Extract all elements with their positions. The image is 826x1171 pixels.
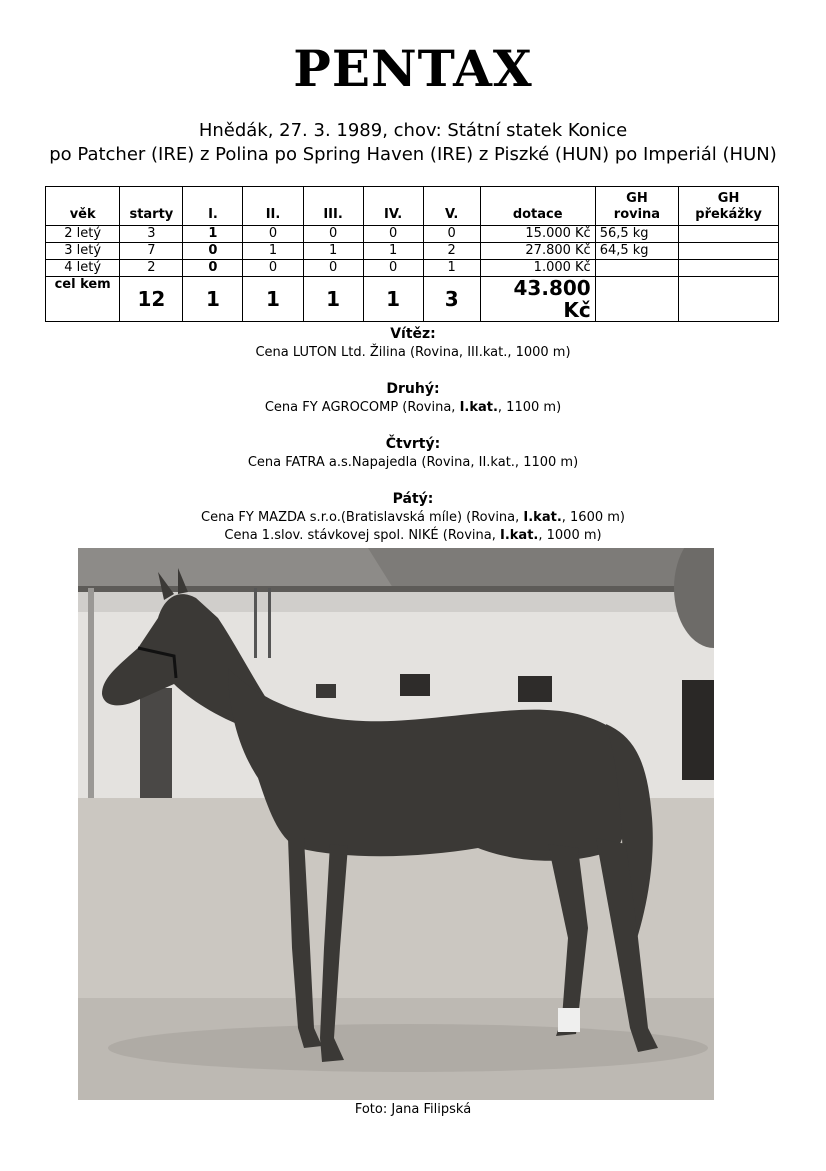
second-heading: Druhý: (386, 381, 440, 397)
cell-fifth: 2 (423, 243, 480, 260)
horse-details: Hnědák, 27. 3. 1989, chov: Státní statek Konice (198, 120, 628, 141)
cell-second: 0 (243, 226, 303, 243)
cell-second: 1 (243, 243, 303, 260)
cell-starts: 7 (120, 243, 183, 260)
total-gh-hurdles (679, 277, 779, 322)
cell-prize: 15.000 Kč (480, 226, 595, 243)
cell-first: 1 (183, 226, 243, 243)
total-prize: 43.800 Kč (480, 277, 595, 322)
total-gh-flat (595, 277, 678, 322)
header-starts: starty (120, 187, 183, 226)
header-fifth: V. (423, 187, 480, 226)
cell-first: 0 (183, 260, 243, 277)
total-starts: 12 (120, 277, 183, 322)
winner-heading: Vítěz: (390, 326, 436, 342)
header-age: věk (46, 187, 120, 226)
cell-gh-hurdles (679, 260, 779, 277)
cell-gh-hurdles (679, 226, 779, 243)
table-row (46, 260, 779, 277)
cell-age: 3 letý (46, 243, 120, 260)
total-fifth: 3 (423, 277, 480, 322)
cell-fourth: 1 (363, 243, 423, 260)
cell-third: 0 (303, 260, 363, 277)
cell-fifth: 1 (423, 260, 480, 277)
header-prize: dotace (480, 187, 595, 226)
cell-fourth: 0 (363, 226, 423, 243)
cell-fourth: 0 (363, 260, 423, 277)
table-row (46, 243, 779, 260)
total-label: cel kem (46, 277, 120, 322)
cell-prize: 1.000 Kč (480, 260, 595, 277)
winner-race: Cena LUTON Ltd. Žilina (Rovina, III.kat., 1000 m) (255, 345, 571, 360)
horse-photo (78, 548, 714, 1100)
header-third: III. (303, 187, 363, 226)
table-total-row (46, 277, 779, 322)
table-row (46, 226, 779, 243)
horse-pedigree: po Patcher (IRE) z Polina po Spring Haven (IRE) z Piszké (HUN) po Imperiál (HUN) (49, 144, 777, 165)
header-gh-hurdles: GH překážky (679, 187, 779, 226)
header-second: II. (243, 187, 303, 226)
cell-age: 2 letý (46, 226, 120, 243)
fifth-heading: Pátý: (392, 491, 434, 507)
cell-starts: 3 (120, 226, 183, 243)
cell-second: 0 (243, 260, 303, 277)
photo-caption: Foto: Jana Filipská (354, 1102, 472, 1117)
cell-gh-hurdles (679, 243, 779, 260)
total-third: 1 (303, 277, 363, 322)
horse-name: PENTAX (293, 39, 533, 98)
header-first: I. (183, 187, 243, 226)
second-race: Cena FY AGROCOMP (Rovina, I.kat., 1100 m) (264, 400, 562, 415)
cell-prize: 27.800 Kč (480, 243, 595, 260)
race-stats-table (45, 186, 779, 322)
cell-third: 0 (303, 226, 363, 243)
cell-starts: 2 (120, 260, 183, 277)
cell-fifth: 0 (423, 226, 480, 243)
header-gh-flat: GH rovina (595, 187, 678, 226)
header-fourth: IV. (363, 187, 423, 226)
fifth-race-1: Cena FY MAZDA s.r.o.(Bratislavská míle) (Rovina, I.kat., 1600 m) (201, 510, 625, 525)
fourth-heading: Čtvrtý: (385, 436, 441, 452)
table-header-row (46, 187, 779, 226)
total-first: 1 (183, 277, 243, 322)
cell-gh-flat (595, 260, 678, 277)
total-fourth: 1 (363, 277, 423, 322)
total-second: 1 (243, 277, 303, 322)
cell-age: 4 letý (46, 260, 120, 277)
fourth-race: Cena FATRA a.s.Napajedla (Rovina, II.kat., 1100 m) (247, 455, 579, 470)
cell-gh-flat: 64,5 kg (595, 243, 678, 260)
cell-gh-flat: 56,5 kg (595, 226, 678, 243)
cell-first: 0 (183, 243, 243, 260)
fifth-race-2: Cena 1.slov. stávkovej spol. NIKÉ (Rovina, I.kat., 1000 m) (224, 528, 602, 543)
cell-third: 1 (303, 243, 363, 260)
